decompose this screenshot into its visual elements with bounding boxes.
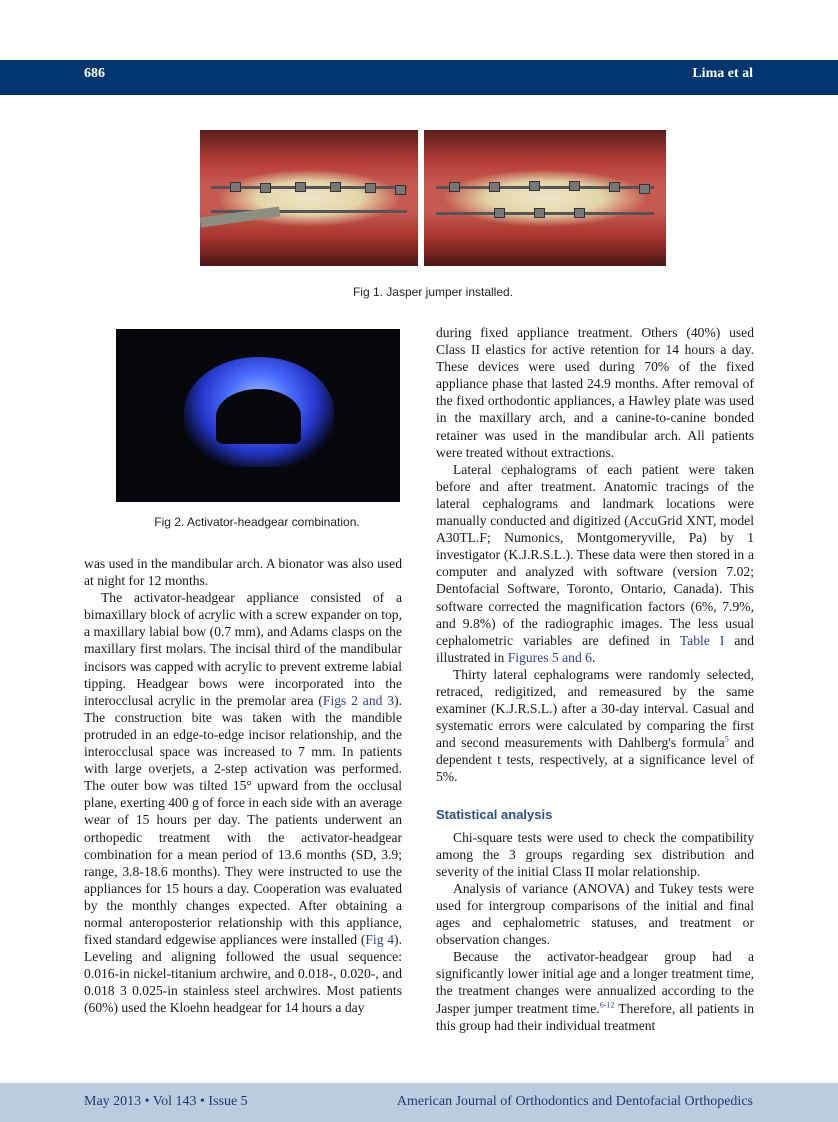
figure-link[interactable]: Figs 2 and 3 [322,692,395,708]
intraoral-photo-left [200,130,418,266]
figure-link[interactable]: Fig 4 [365,932,395,948]
paragraph: Because the activator-headgear group had a significantly lower initial age and a longer treatment time, the treatment changes were annualized according to the Jasper jumper treatment time.$^{6-12}$ Therefore, all patients in this group had their individual treatment [436,949,754,1033]
issue-info: May 2013 • Vol 143 • Issue 5 [84,1094,248,1109]
paragraph: Lateral cephalograms of each patient were taken before and after treatment. Anatomic tracings of the lateral cephalograms and landmark locations were manually conducted and digitized (AccuGrid XNT, model A30TL.F; Numonics, Montgomeryville, Pa) by 1 investigator (K.J.R.S.L.). These data were then stored in a computer and analyzed with software (version 7.02; Dentofacial Software, Toronto, Ontario, Canada). This software corrected the magnification factors (6%, 7.9%, and 9.8%) of the radiographic images. The less usual cephalometric variables are defined in Table I and illustrated in Figures 5 and 6. [436,461,755,665]
reference-link[interactable]: 6-12 [599,1000,615,1010]
figure-2-caption: Fig 2. Activator-headgear combination. [154,515,360,529]
left-column [84,555,402,1017]
page-number: 686 [84,66,105,81]
figure-2-photo [116,329,400,502]
journal-name: American Journal of Orthodontics and Dentofacial Orthopedics [396,1094,753,1109]
paragraph: Analysis of variance (ANOVA) and Tukey tests were used for intergroup comparisons of the initial and final ages and cephalometric statuses, and treatment or observation changes. [436,880,754,948]
section-heading: Statistical analysis [436,806,553,822]
figure-1-caption: Fig 1. Jasper jumper installed. [352,285,514,299]
running-header [0,60,838,95]
intraoral-photo-right [424,130,666,266]
running-authors: Lima et al [692,66,753,81]
paragraph: was used in the mandibular arch. A bionator was also used at night for 12 months. [84,556,402,589]
paragraph: Chi-square tests were used to check the compatibility among the 3 groups regarding sex distribution and severity of the initial Class II molar relationship. [436,829,754,879]
paragraph: The activator-headgear appliance consisted of a bimaxillary block of acrylic with a screw expander on top, a maxillary labial bow (0.7 mm), and Adams clasps on the maxillary first molars. The incisal third of the mandibular incisors was capped with acrylic to prevent extreme labial tipping. Headgear bows were incorporated into the interocclusal acrylic in the premolar area (Figs 2 and 3). The construction bite was taken with the mandible protruded in an edge-to-edge incisor relationship, and the interocclusal space was increased to 7 mm. In patients with large overjets, a 2-step activation was performed. The outer bow was tilted 15° upward from the occlusal plane, exerting 400 g of force in each side with an average wear of 15 hours per day. The patients underwent an orthopedic treatment with the activator-headgear combination for a mean period of 13.6 months (SD, 3.9; range, 3.8-18.6 months). They were instructed to use the appliances for 15 hours a day. Cooperation was evaluated by the monthly changes expected. After obtaining a normal anteroposterior relationship with this appliance, fixed standard edgewise appliances were installed (Fig 4). Leveling and aligning followed the usual sequence: 0.016-in nickel-titanium archwire, and 0.018-, 0.020-, and 0.018 3 0.025-in stainless steel archwires. Most patients (60%) used the Kloehn headgear for 14 hours a day [84,590,403,1016]
paragraph: during fixed appliance treatment. Others (40%) used Class II elastics for active retention for 14 hours a day. These devices were used during 70% of the fixed appliance phase that lasted 24.9 months. After removal of the fixed orthodontic appliances, a Hawley plate was used in the maxillary arch, and a canine-to-canine bonded retainer was used in the mandibular arch. All patients were treated without extractions. [436,325,754,460]
figure-link[interactable]: Figures 5 and 6 [507,649,592,665]
figure-1-photo [200,130,666,266]
paragraph: Thirty lateral cephalograms were randomly selected, retraced, redigitized, and remeasured by the same examiner (K.J.R.S.L.) after a 30-day interval. Casual and systematic errors were calculated by comparing the first and second measurements with Dahlberg's formula$^5$ and dependent t tests, respectively, at a significance level of 5%. [436,666,754,785]
table-link[interactable]: Table I [679,632,725,648]
reference-link[interactable]: 5 [724,734,729,744]
running-footer [0,1083,838,1122]
right-column [436,324,754,1034]
